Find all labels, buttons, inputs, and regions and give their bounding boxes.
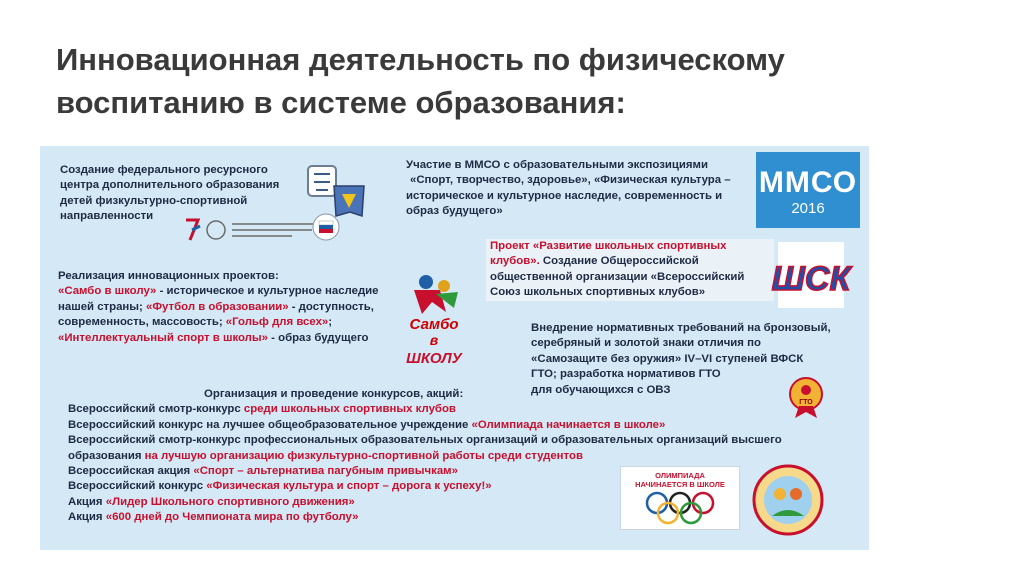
text-line: центра дополнительного образования <box>60 179 280 192</box>
innovation-projects-text <box>58 269 408 346</box>
mmso-logo-year: 2016 <box>791 200 825 217</box>
project-intellect: «Интеллектуальный спорт в школы» <box>58 331 268 344</box>
contest-item-text: Всероссийский смотр-конкурс профессиональных образовательных организаций и образовательных организаций высшего <box>68 434 782 447</box>
text-line: «Самозащите без оружия» IV–VI ступеней ВФСК <box>531 352 804 365</box>
text-line: «Спорт, творчество, здоровье», «Физическая культура – <box>410 174 731 187</box>
text-line: образ будущего» <box>406 205 503 218</box>
contest-item-text: Акция <box>68 511 106 524</box>
project-golf-sep: ; <box>328 316 333 329</box>
slide-title-line1: Инновационная деятельность по физическому <box>56 42 785 77</box>
sambo-logo <box>396 272 472 372</box>
contest-item <box>68 402 848 417</box>
contest-item-text: Акция <box>68 495 106 508</box>
project-football: «Футбол в образовании» <box>146 300 289 313</box>
project-football-desc: - доступность, современность, массовость; <box>58 300 374 329</box>
contest-item-text: Всероссийский конкурс на лучшее общеобразовательное учреждение <box>68 418 472 431</box>
contest-item-text: образования <box>68 449 145 462</box>
emblem-logo <box>304 160 368 220</box>
sport-movement-circle-logo <box>752 464 824 536</box>
text-line: серебряный и золотой знаки отличия по <box>531 337 761 350</box>
contest-item-text: Всероссийский конкурс <box>68 480 207 493</box>
mmso-logo-title: ММСО <box>758 166 858 199</box>
text-line: ГТО; разработка нормативов ГТО <box>531 368 721 381</box>
mmso-logo <box>756 152 860 228</box>
contest-item-red: «600 дней до Чемпионата мира по футболу» <box>105 511 359 524</box>
text-line: историческое и культурное наследие, современность и <box>406 189 723 202</box>
contest-item <box>68 449 848 464</box>
text-line: для обучающихся с ОВЗ <box>531 383 671 396</box>
text-line: Участие в ММСО с образовательными экспозициями <box>406 159 708 171</box>
contest-item-red: «Физическая культура и спорт – дорога к успеху!» <box>206 480 492 493</box>
text-line: Создание федерального ресурсного <box>60 164 268 176</box>
contest-item-red: «Спорт – альтернатива пагубным привычкам» <box>193 465 458 478</box>
text-line: Внедрение нормативных требований на бронзовый, <box>531 322 831 334</box>
contest-item-text: Всероссийская акция <box>68 465 194 478</box>
contest-item <box>68 418 848 433</box>
clubs-project-title: Проект «Развитие школьных спортивных клубов». <box>490 240 727 268</box>
contests-heading: Организация и проведение конкурсов, акций: <box>204 388 464 400</box>
clubs-project-desc: Создание Общероссийской общественной организации «Всероссийский Союз школьных спортивных клубов» <box>490 255 745 299</box>
shsk-logo-text: ШСК <box>771 260 851 298</box>
gto-badge-text: ГТО <box>799 399 813 406</box>
contest-item <box>68 433 848 448</box>
contest-item-text: Всероссийский смотр-конкурс <box>68 403 244 416</box>
shsk-logo <box>771 240 851 310</box>
contest-item-red: «Олимпиада начинается в школе» <box>471 418 666 431</box>
olympiad-logo-line2: НАЧИНАЕТСЯ В ШКОЛЕ <box>635 480 725 489</box>
slide-title-line2: воспитанию в системе образования: <box>56 85 626 120</box>
olympiad-logo <box>620 466 740 530</box>
school-clubs-text <box>486 239 774 301</box>
sambo-logo-line2: в <box>429 332 439 348</box>
project-intellect-desc: - образ будущего <box>267 331 369 344</box>
pushkin-institute-logo <box>182 216 328 242</box>
projects-heading: Реализация инновационных проектов: <box>58 270 279 282</box>
contest-item-red: «Лидер Школьного спортивного движения» <box>105 495 355 508</box>
project-sambo: «Самбо в школу» <box>58 285 157 298</box>
olympiad-logo-line1: ОЛИМПИАДА <box>655 471 705 480</box>
contest-item-red: среди школьных спортивных клубов <box>243 403 456 416</box>
sambo-logo-line1: Самбо <box>409 316 459 333</box>
gto-badge-icon <box>785 376 827 420</box>
mmso-text <box>406 158 756 220</box>
slide-title <box>56 38 956 124</box>
text-line: детей физкультурно-спортивной <box>60 194 248 207</box>
project-golf: «Гольф для всех» <box>225 316 329 329</box>
project-sambo-desc: - историческое и культурное наследие нашей страны; <box>58 285 379 313</box>
federation-badge-icon <box>312 213 340 241</box>
sambo-logo-line3: ШКОЛУ <box>406 350 462 367</box>
contest-item-red: на лучшую организацию физкультурно-спортивной работы среди студентов <box>144 449 583 462</box>
text-line: направленности <box>60 210 154 223</box>
